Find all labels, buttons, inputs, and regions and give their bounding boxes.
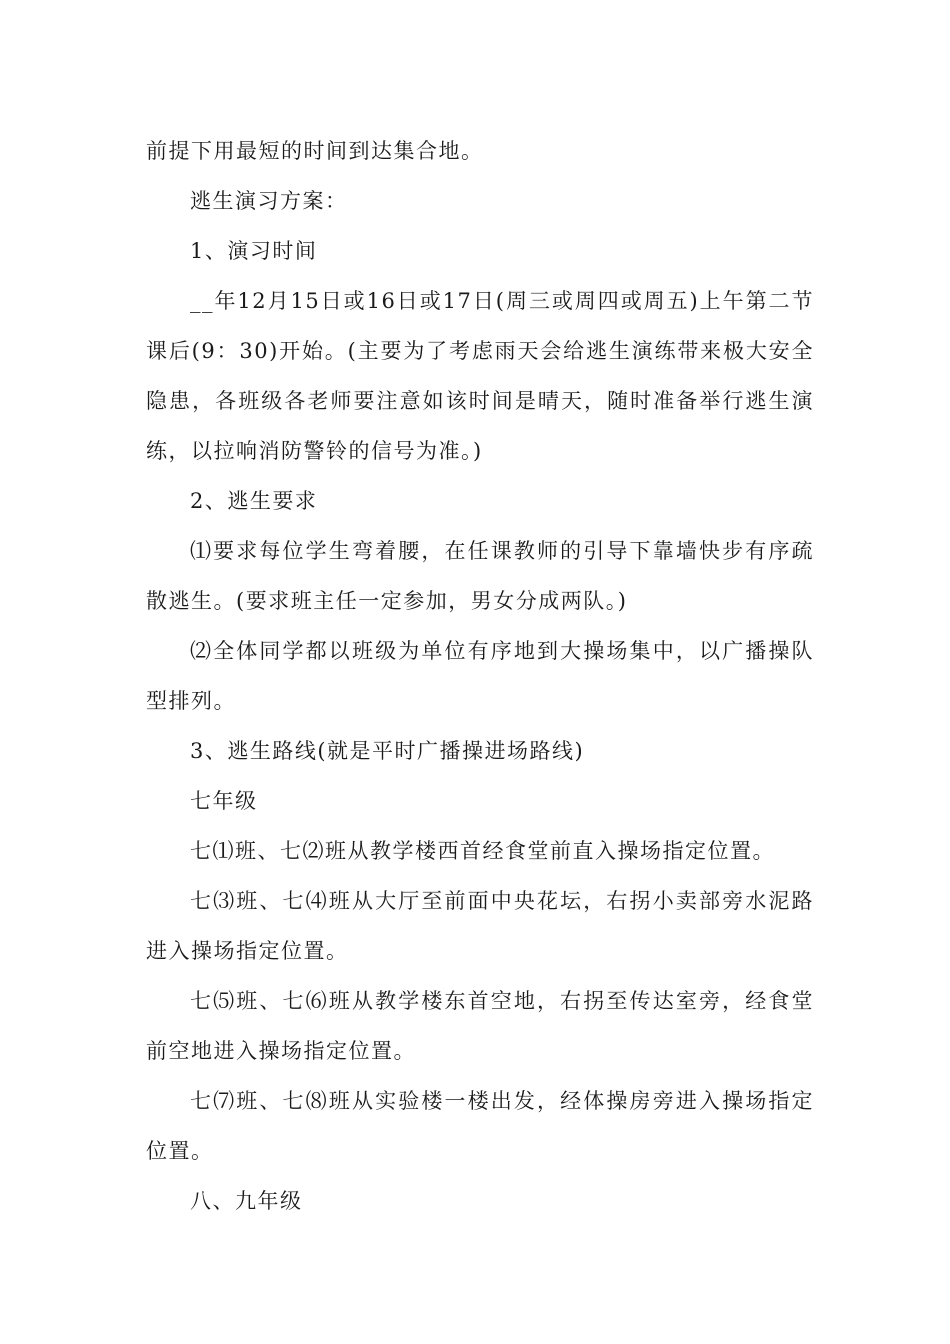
paragraph-line: 课后(9：30)开始。(主要为了考虑雨天会给逃生演练带来极大安全 [146, 339, 814, 363]
subsection-heading: 1、演习时间 [190, 239, 318, 263]
paragraph-line: 前空地进入操场指定位置。 [146, 1039, 416, 1063]
paragraph-line: 七⑴班、七⑵班从教学楼西首经食堂前直入操场指定位置。 [190, 839, 775, 863]
paragraph-line: 七⑸班、七⑹班从教学楼东首空地，右拐至传达室旁，经食堂 [190, 989, 814, 1013]
subsection-heading: 2、逃生要求 [190, 489, 318, 513]
paragraph-line: 七⑺班、七⑻班从实验楼一楼出发，经体操房旁进入操场指定 [190, 1089, 814, 1113]
paragraph-line: ⑴要求每位学生弯着腰，在任课教师的引导下靠墙快步有序疏 [190, 539, 814, 563]
paragraph-line: 进入操场指定位置。 [146, 939, 349, 963]
paragraph-line: 型排列。 [146, 689, 236, 713]
paragraph-line: 隐患，各班级各老师要注意如该时间是晴天，随时准备举行逃生演 [146, 389, 814, 413]
paragraph-line: 前提下用最短的时间到达集合地。 [146, 139, 484, 163]
subsection-heading: 3、逃生路线(就是平时广播操进场路线) [190, 739, 585, 763]
paragraph-line: 位置。 [146, 1139, 214, 1163]
grade-heading: 七年级 [190, 789, 258, 813]
paragraph-line: 七⑶班、七⑷班从大厅至前面中央花坛，右拐小卖部旁水泥路 [190, 889, 814, 913]
section-heading: 逃生演习方案： [190, 189, 348, 213]
grade-heading: 八、九年级 [190, 1189, 303, 1213]
paragraph-line: 散逃生。(要求班主任一定参加，男女分成两队。) [146, 589, 628, 613]
paragraph-line: ⑵全体同学都以班级为单位有序地到大操场集中，以广播操队 [190, 639, 814, 663]
paragraph-line: 练，以拉响消防警铃的信号为准。) [146, 439, 483, 463]
paragraph-line: __年12月15日或16日或17日(周三或周四或周五)上午第二节 [190, 289, 814, 313]
